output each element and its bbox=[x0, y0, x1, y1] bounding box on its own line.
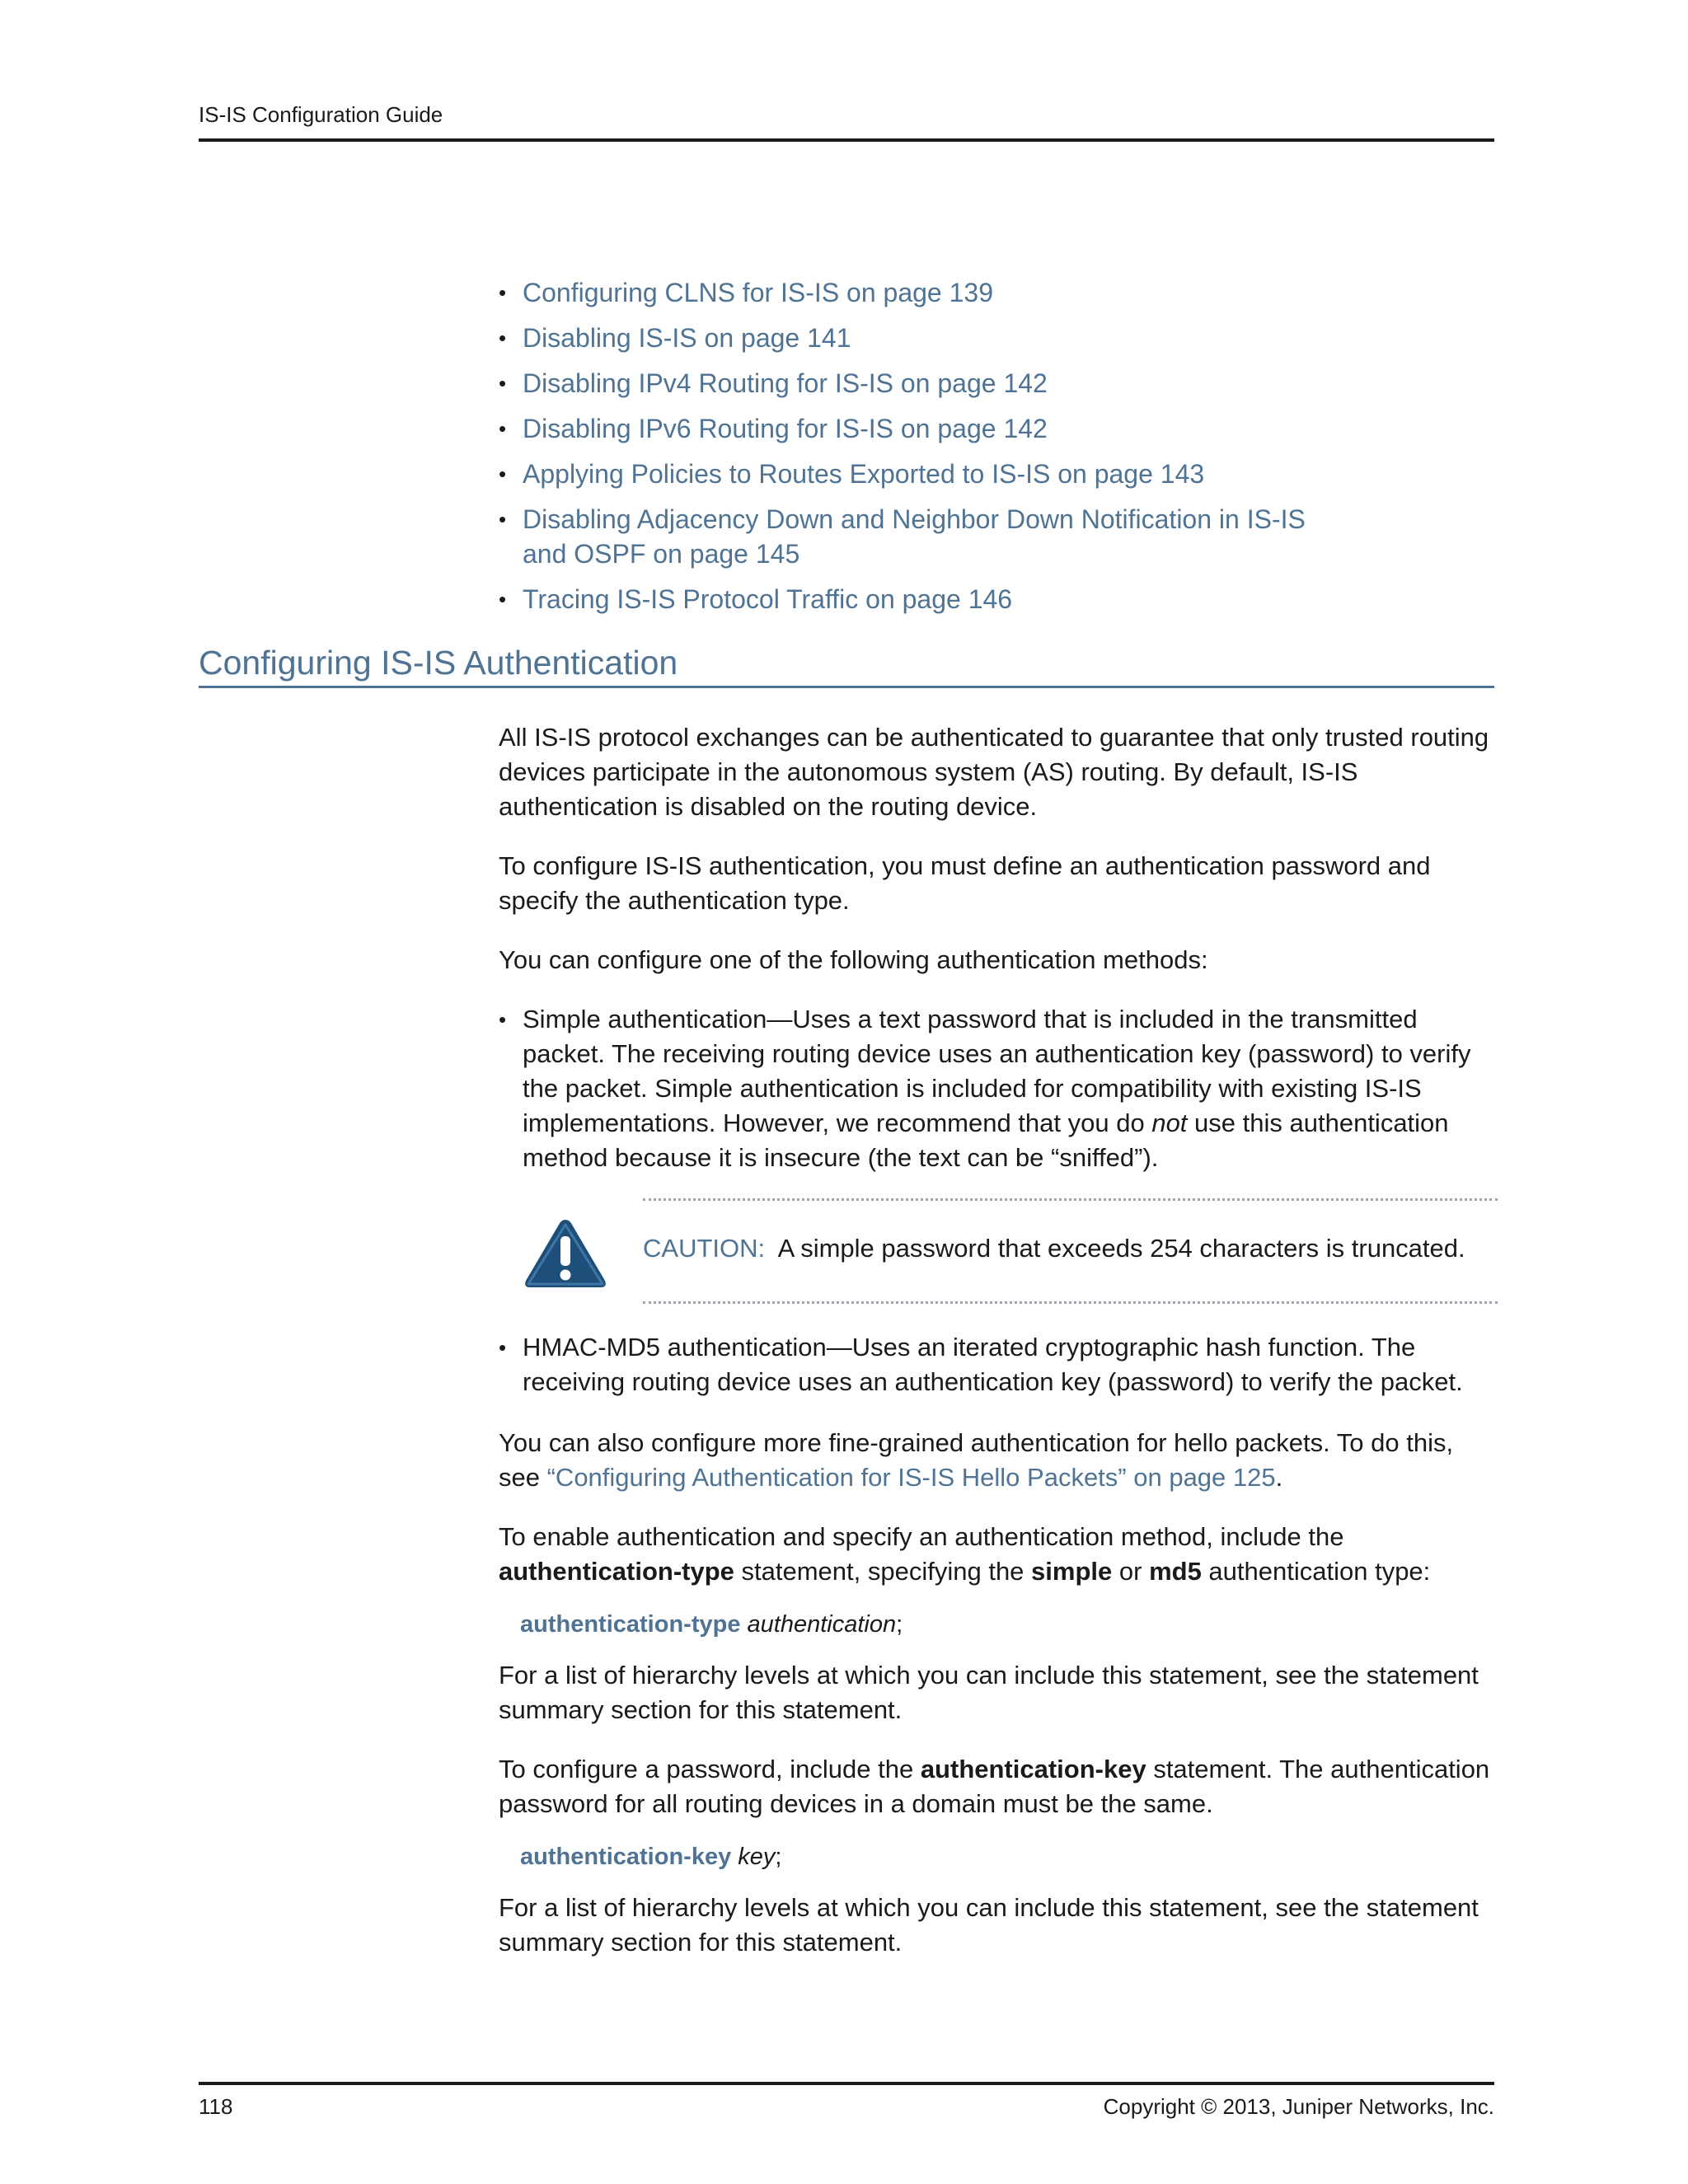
copyright: Copyright © 2013, Juniper Networks, Inc. bbox=[1103, 2094, 1494, 2119]
list-item: • HMAC-MD5 authentication—Uses an iterated cryptographic hash function. The receiving routing device uses an authentication key (password) to verify the packet. bbox=[499, 1330, 1498, 1399]
paragraph: You can also configure more fine-grained authentication for hello packets. To do this, see “Configuring Authentication for IS-IS Hello Packets” on page 125. bbox=[499, 1428, 1454, 1492]
paragraph: For a list of hierarchy levels at which you can include this statement, see the statement summary section for this statement. bbox=[499, 1893, 1479, 1957]
caution-text: A simple password that exceeds 254 characters is truncated. bbox=[777, 1234, 1465, 1263]
page-number: 118 bbox=[199, 2094, 233, 2119]
divider bbox=[643, 1198, 1498, 1201]
bullet-icon: • bbox=[499, 1335, 507, 1360]
warning-icon bbox=[522, 1215, 609, 1292]
toc-link[interactable]: • Disabling IS-IS on page 141 bbox=[499, 321, 1405, 355]
paragraph: To enable authentication and specify an authentication method, include the authentication-type statement, specifying the simple or md5 authentication type: bbox=[499, 1522, 1431, 1586]
paragraph: For a list of hierarchy levels at which you can include this statement, see the statement summary section for this statement. bbox=[499, 1661, 1479, 1724]
paragraph: To configure IS-IS authentication, you must define an authentication password and specify the authentication type. bbox=[499, 851, 1431, 915]
running-header bbox=[199, 101, 1494, 142]
caution-label: CAUTION: bbox=[643, 1234, 766, 1263]
toc-link[interactable]: • Disabling Adjacency Down and Neighbor Down Notification in IS-IS and OSPF on page 145 bbox=[499, 502, 1347, 571]
bullet-icon: • bbox=[499, 1007, 507, 1032]
code-statement: authentication-type authentication; bbox=[520, 1611, 903, 1638]
toc-link[interactable]: • Disabling IPv4 Routing for IS-IS on page 142 bbox=[499, 366, 1405, 401]
code-statement: authentication-key key; bbox=[520, 1844, 782, 1870]
paragraph: All IS-IS protocol exchanges can be authenticated to guarantee that only trusted routing devices participate in the autonomous system (AS) routing. By default, IS-IS authentication is disabled on the routing device. bbox=[499, 723, 1489, 821]
guide-title: IS-IS Configuration Guide bbox=[199, 102, 443, 127]
paragraph: To configure a password, include the authentication-key statement. The authentication password for all routing devices in a domain must be the same. bbox=[499, 1755, 1490, 1818]
running-footer bbox=[199, 2082, 1494, 2121]
related-topics-list bbox=[499, 275, 1405, 627]
toc-link[interactable]: • Applying Policies to Routes Exported to IS-IS on page 143 bbox=[499, 457, 1405, 491]
divider bbox=[643, 1301, 1498, 1304]
toc-link[interactable]: • Tracing IS-IS Protocol Traffic on page 146 bbox=[499, 582, 1405, 616]
paragraph: You can configure one of the following authentication methods: bbox=[499, 945, 1208, 974]
toc-link[interactable]: • Disabling IPv6 Routing for IS-IS on page 142 bbox=[499, 411, 1405, 446]
section-title: Configuring IS-IS Authentication bbox=[199, 644, 678, 682]
section-heading bbox=[199, 640, 1494, 688]
section-body bbox=[499, 720, 1498, 1985]
list-item: • Simple authentication—Uses a text password that is included in the transmitted packet. The receiving routing device uses an authentication key (password) to verify the packet. Simple authentication is included for compatibility with existing IS-IS implementations. However, we recommend that you do not use this authentication method because it is insecure (the text can be “sniffed”). bbox=[499, 1002, 1498, 1175]
caution-note bbox=[499, 1198, 1498, 1304]
cross-reference-link[interactable]: “Configuring Authentication for IS-IS Hello Packets” on page 125 bbox=[546, 1463, 1276, 1492]
toc-link[interactable]: • Configuring CLNS for IS-IS on page 139 bbox=[499, 275, 1405, 310]
